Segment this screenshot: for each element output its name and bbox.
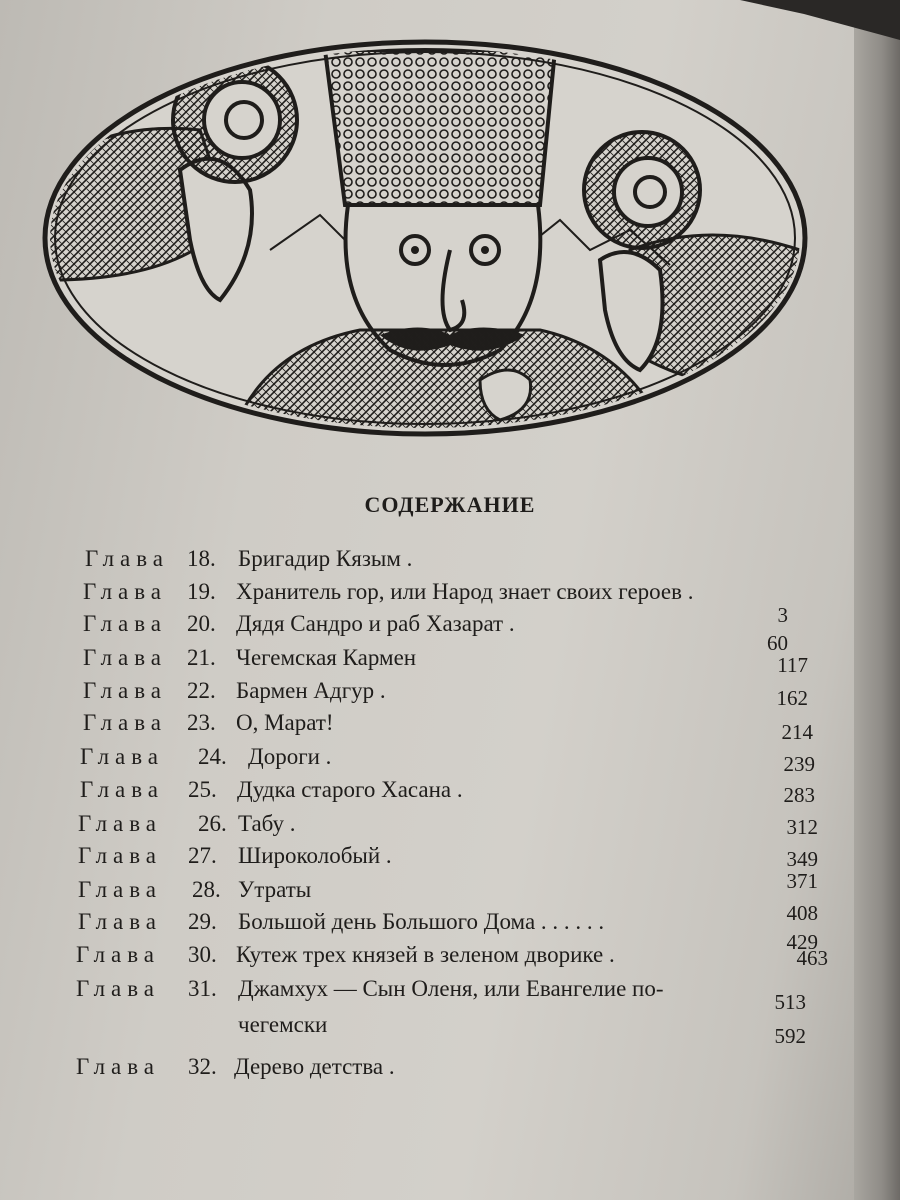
page-number: 283: [783, 783, 815, 807]
chapter-number: 24.: [198, 744, 227, 769]
header-illustration: [30, 20, 820, 440]
chapter-title: О, Марат!: [236, 710, 334, 735]
chapter-number: 27.: [188, 843, 217, 868]
chapter-label: Глава: [83, 645, 168, 670]
chapter-label: Глава: [78, 909, 163, 934]
chapter-title: чегемски: [238, 1012, 328, 1037]
chapter-title: Бригадир Кязым .: [238, 546, 413, 571]
chapter-number: 32.: [188, 1054, 217, 1079]
chapter-number: 23.: [187, 710, 216, 735]
chapter-title: Бармен Адгур .: [236, 678, 386, 703]
chapter-label: Глава: [78, 843, 163, 868]
page-number: 463: [796, 946, 828, 970]
chapter-number: 20.: [187, 611, 216, 636]
chapter-title: Чегемская Кармен: [236, 645, 417, 670]
chapter-label: Глава: [85, 546, 170, 571]
page-number: 117: [777, 653, 808, 677]
chapter-label: Глава: [76, 942, 161, 967]
chapter-title: Табу .: [238, 811, 296, 836]
chapter-number: 30.: [188, 942, 217, 967]
page-number: 239: [783, 752, 815, 776]
chapter-number: 26.: [198, 811, 227, 836]
chapter-label: Глава: [76, 1054, 161, 1079]
chapter-title: Дерево детства .: [234, 1054, 395, 1079]
page-number: 349: [786, 847, 818, 871]
chapter-title: Дудка старого Хасана .: [237, 777, 463, 802]
chapter-label: Глава: [78, 877, 163, 902]
chapter-label: Глава: [78, 811, 163, 836]
chapter-title: Хранитель гор, или Народ знает своих героев .: [236, 579, 694, 604]
chapter-label: Глава: [80, 744, 165, 769]
chapter-label: Глава: [83, 678, 168, 703]
chapter-label: Глава: [83, 579, 168, 604]
chapter-number: 31.: [188, 976, 217, 1001]
chapter-number: 28.: [192, 877, 221, 902]
chapter-number: 18.: [187, 546, 216, 571]
chapter-number: 19.: [187, 579, 216, 604]
chapter-label: Глава: [76, 976, 161, 1001]
chapter-label: Глава: [83, 710, 168, 735]
page-number: 408: [786, 901, 818, 925]
chapter-number: 22.: [187, 678, 216, 703]
chapter-title: Широколобый .: [238, 843, 392, 868]
chapter-number: 21.: [187, 645, 216, 670]
chapter-title: Джамхух — Сын Оленя, или Евангелие по-: [238, 976, 664, 1001]
page-number: 60: [767, 631, 788, 655]
page-number: 429: [786, 930, 818, 954]
page-number: 592: [774, 1024, 806, 1048]
page-number: 371: [786, 869, 818, 893]
chapter-number: 29.: [188, 909, 217, 934]
chapter-title: Дороги .: [248, 744, 332, 769]
chapter-label: Глава: [80, 777, 165, 802]
chapter-title: Утраты: [238, 877, 312, 902]
page-number: 162: [776, 686, 808, 710]
chapter-label: Глава: [83, 611, 168, 636]
page-number: 214: [781, 720, 813, 744]
chapter-title: Большой день Большого Дома . . . . . .: [238, 909, 605, 934]
chapter-number: 25.: [188, 777, 217, 802]
chapter-title: Дядя Сандро и раб Хазарат .: [236, 611, 515, 636]
page-number: 513: [774, 990, 806, 1014]
page-edge: [854, 0, 900, 1200]
toc-heading: СОДЕРЖАНИЕ: [364, 492, 536, 517]
chapter-title: Кутеж трех князей в зеленом дворике .: [236, 942, 615, 967]
page-number: 312: [786, 815, 818, 839]
page-number: 3: [777, 603, 788, 627]
